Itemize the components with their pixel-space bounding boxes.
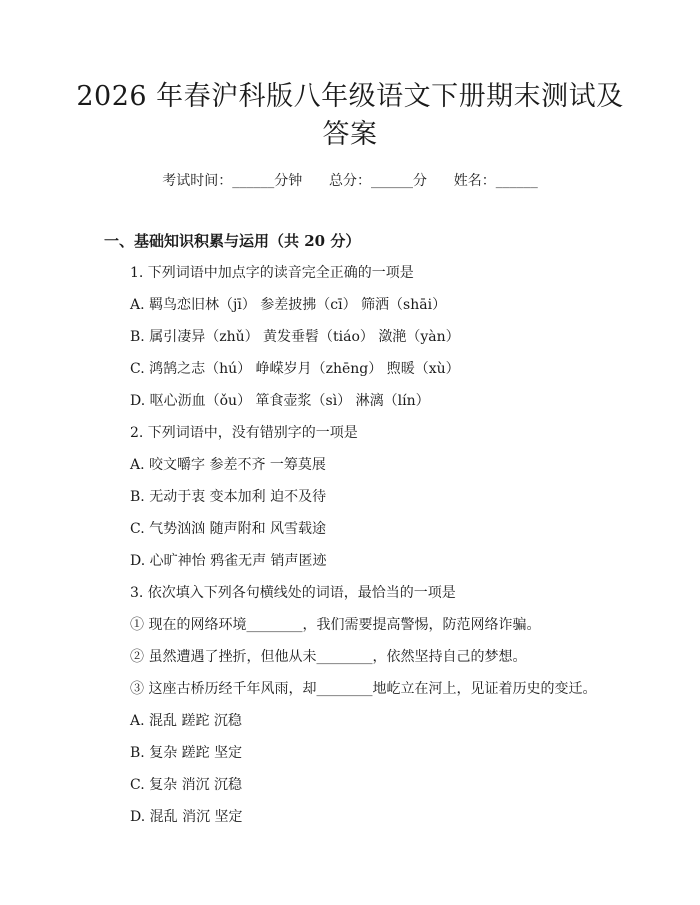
q3-option-a: A. 混乱 蹉跎 沉稳 <box>130 713 242 729</box>
q1-option-a: A. 羁鸟恋旧林（jī） 参差披拂（cī） 筛洒（shāi） <box>130 297 447 313</box>
q2-option-c: C. 气势汹汹 随声附和 风雪载途 <box>130 521 327 537</box>
q3-sentence-3: ③ 这座古桥历经千年风雨，却________地屹立在河上，见证着历史的变迁。 <box>130 681 597 697</box>
section-heading-1: 一、基础知识积累与运用（共 20 分） <box>104 232 361 250</box>
exam-info-line: 考试时间：______分钟 总分：______分 姓名：______ <box>162 173 538 189</box>
q3-sentence-1: ① 现在的网络环境________，我们需要提高警惕，防范网络诈骗。 <box>130 617 541 633</box>
document-title <box>60 78 640 154</box>
q2-option-d: D. 心旷神怡 鸦雀无声 销声匿迹 <box>130 553 327 569</box>
title-line-2: 答案 <box>322 119 378 150</box>
question-2: 2. 下列词语中，没有错别字的一项是 <box>130 425 358 441</box>
question-3: 3. 依次填入下列各句横线处的词语，最恰当的一项是 <box>130 585 456 601</box>
title-line-1: 2026 年春沪科版八年级语文下册期末测试及 <box>76 81 624 112</box>
q3-option-d: D. 混乱 消沉 坚定 <box>130 809 243 825</box>
q3-sentence-2: ② 虽然遭遇了挫折，但他从未________，依然坚持自己的梦想。 <box>130 649 527 665</box>
q1-option-d: D. 呕心沥血（ǒu） 箪食壶浆（sì） 淋漓（lín） <box>130 393 430 409</box>
q3-option-b: B. 复杂 蹉跎 坚定 <box>130 745 243 761</box>
question-1: 1. 下列词语中加点字的读音完全正确的一项是 <box>130 265 414 281</box>
q2-option-a: A. 咬文嚼字 参差不齐 一筹莫展 <box>130 457 326 473</box>
q1-option-c: C. 鸿鹄之志（hú） 峥嵘岁月（zhēng） 煦暖（xù） <box>130 361 460 377</box>
q1-option-b: B. 属引凄异（zhǔ） 黄发垂髫（tiáo） 潋滟（yàn） <box>130 329 460 345</box>
q3-option-c: C. 复杂 消沉 沉稳 <box>130 777 243 793</box>
q2-option-b: B. 无动于衷 变本加利 迫不及待 <box>130 489 327 505</box>
